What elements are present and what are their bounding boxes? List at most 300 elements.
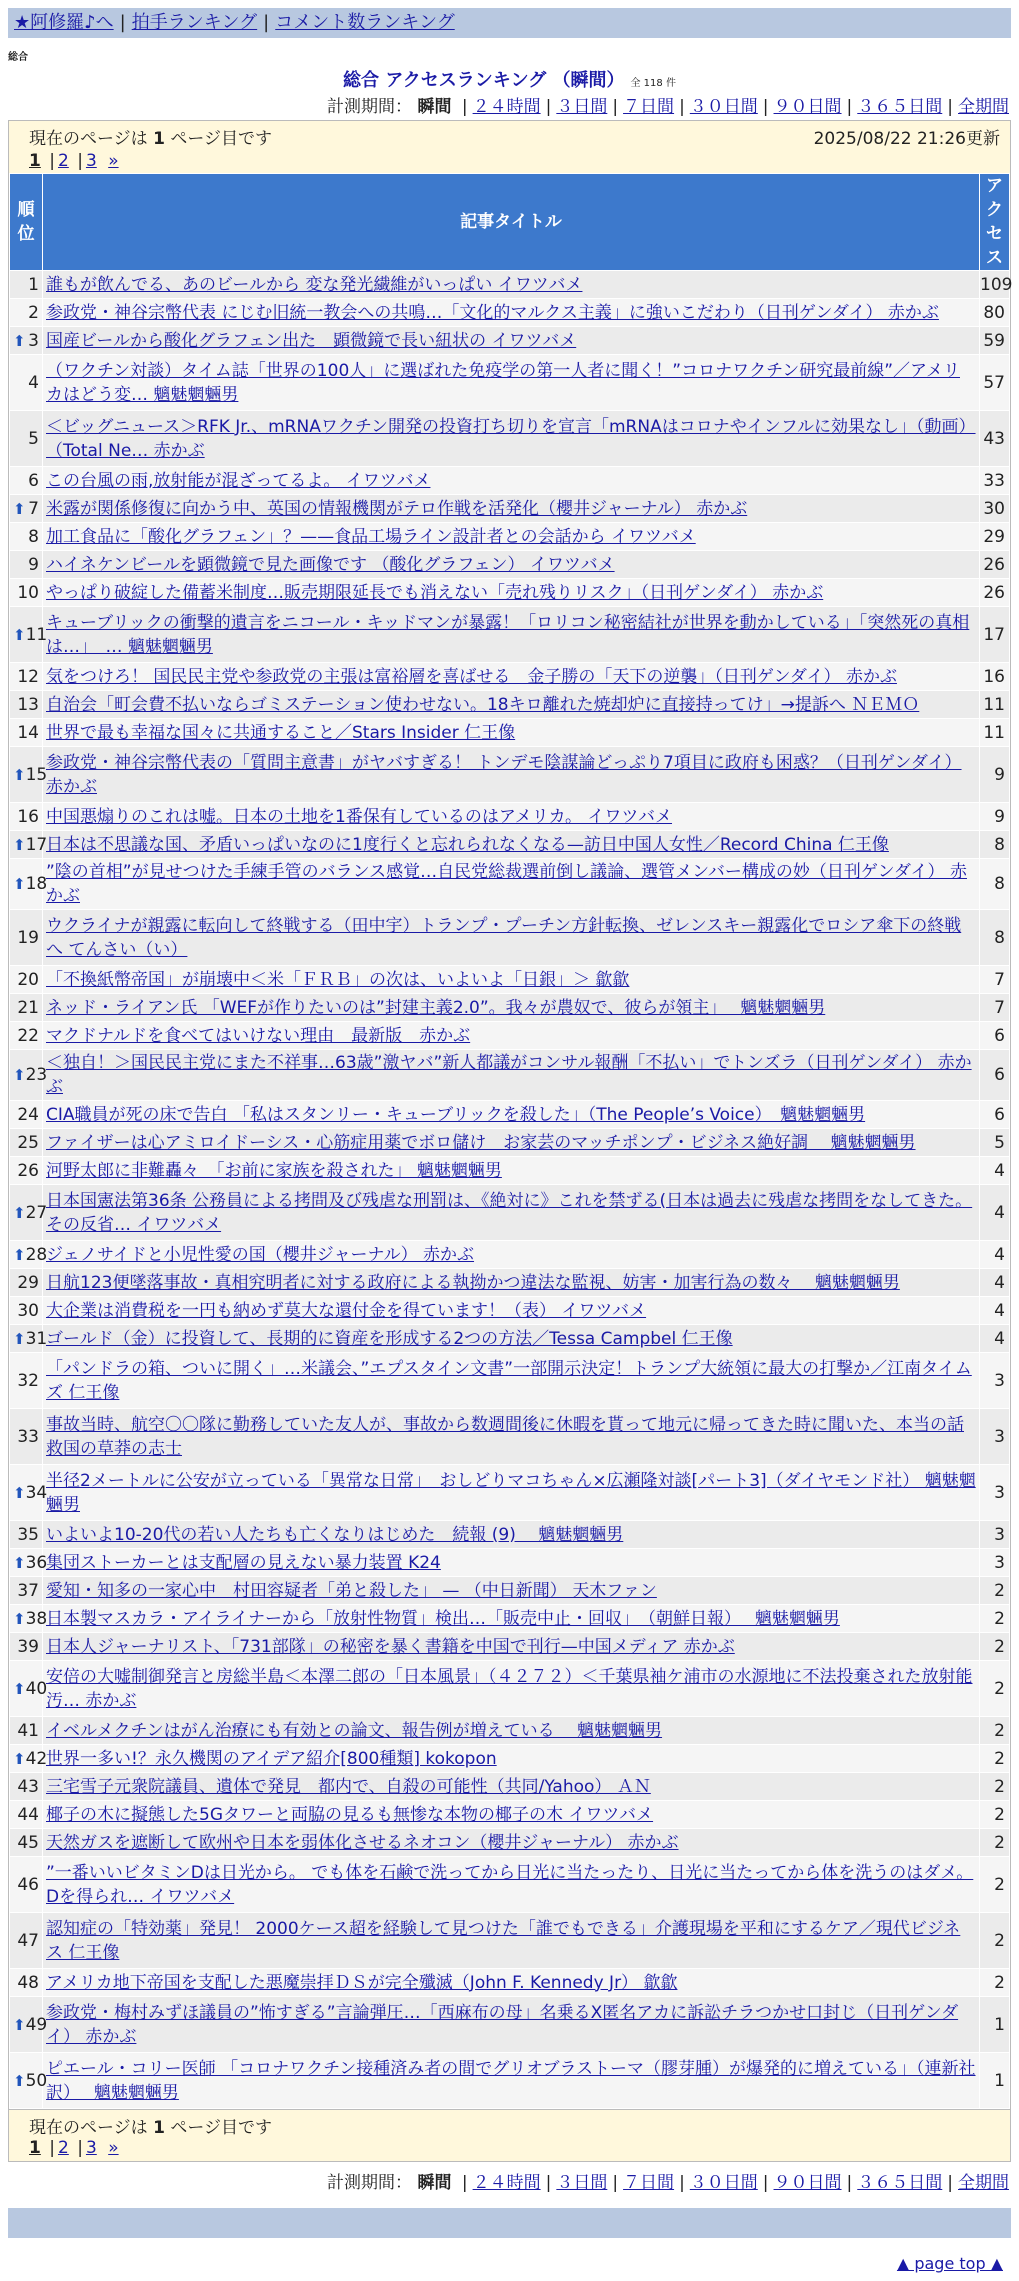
title-cell bbox=[43, 1521, 980, 1549]
period-link[interactable]: ２４時間 bbox=[472, 97, 541, 117]
table-row bbox=[10, 607, 1010, 663]
title-cell bbox=[43, 327, 980, 355]
title-cell bbox=[43, 1549, 980, 1577]
article-link[interactable]: 大企業は消費税を一円も納めず莫大な還付金を得ています！（表） イワツバメ bbox=[46, 1300, 647, 1321]
article-link[interactable]: ”陰の首相”が見せつけた手練手管のバランス感覚…自民党総裁選前倒し議論、選管メンバー構成の妙（日刊ゲンダイ） 赤かぶ bbox=[46, 862, 967, 906]
page-number: 1 bbox=[153, 2118, 165, 2138]
access-count: 4 bbox=[980, 1269, 1010, 1297]
period-separator: | bbox=[846, 97, 853, 117]
table-row bbox=[10, 1717, 1010, 1745]
article-link[interactable]: 日本人ジャーナリスト、「731部隊」の秘密を暴く書籍を中国で刊行—中国メディア 赤かぶ bbox=[46, 1636, 735, 1657]
access-count: 1 bbox=[980, 2053, 1010, 2109]
rank-cell bbox=[10, 355, 43, 411]
rank-number: 36 bbox=[25, 1552, 48, 1573]
table-row bbox=[10, 1129, 1010, 1157]
access-count: 2 bbox=[980, 1577, 1010, 1605]
rank-cell bbox=[10, 1829, 43, 1857]
title-cell bbox=[43, 1773, 980, 1801]
article-link[interactable]: CIA職員が死の床で告白 「私はスタンリー・キューブリックを殺した」（The People’s Voice） 魑魅魍魎男 bbox=[46, 1104, 866, 1125]
article-link[interactable]: 「不換紙幣帝国」が崩壊中＜米「ＦＲＢ」の次は、いよいよ「日銀」＞ 歙歙 bbox=[46, 969, 630, 990]
rank-cell bbox=[10, 1241, 48, 1269]
nav-separator: | bbox=[119, 12, 126, 33]
up-arrow-icon: ⬆ bbox=[13, 2071, 26, 2090]
article-link[interactable]: 自治会「町会費不払いならゴミステーション使わせない。18キロ離れた焼却炉に直接持ってけ」→提訴へ ＮＥＭＯ bbox=[46, 694, 920, 715]
access-count: 30 bbox=[980, 495, 1010, 523]
period-current: 瞬間 bbox=[417, 2173, 452, 2193]
page-suffix: ページ目です bbox=[170, 129, 272, 149]
access-count: 26 bbox=[980, 579, 1010, 607]
table-row bbox=[10, 1465, 1010, 1521]
up-arrow-icon: ⬆ bbox=[13, 2015, 26, 2034]
rank-number: 21 bbox=[17, 997, 39, 1018]
home-link[interactable]: ★阿修羅♪へ bbox=[14, 12, 114, 33]
clap-ranking-link[interactable]: 拍手ランキング bbox=[131, 12, 258, 33]
table-row bbox=[10, 1353, 1010, 1409]
title-cell bbox=[43, 1101, 980, 1129]
table-row bbox=[10, 1577, 1010, 1605]
article-link[interactable]: 三宅雪子元衆院議員、遺体で発見 都内で、自殺の可能性（共同/Yahoo） ＡＮ bbox=[46, 1776, 651, 1797]
title-cell bbox=[43, 994, 980, 1022]
ranking-table bbox=[9, 173, 1013, 2109]
access-count: 9 bbox=[980, 803, 1010, 831]
access-count: 80 bbox=[980, 299, 1010, 327]
article-link[interactable]: アメリカ地下帝国を支配した悪魔崇拝ＤＳが完全殲滅（John F. Kennedy Jr） 歙歙 bbox=[46, 1972, 678, 1993]
rank-cell bbox=[10, 1269, 43, 1297]
rank-number: 15 bbox=[25, 764, 48, 785]
rank-cell bbox=[10, 1101, 43, 1129]
title-cell bbox=[43, 1297, 980, 1325]
access-count: 4 bbox=[980, 1241, 1010, 1269]
rank-number: 25 bbox=[17, 1132, 39, 1153]
rank-cell bbox=[10, 1633, 43, 1661]
period-link[interactable]: ３０日間 bbox=[689, 2173, 758, 2193]
pager-page-2[interactable]: 2 bbox=[57, 151, 69, 171]
period-link[interactable]: 全期間 bbox=[958, 97, 1009, 117]
article-link[interactable]: ジェノサイドと小児性愛の国（櫻井ジャーナル） 赤かぶ bbox=[46, 1244, 475, 1265]
period-link[interactable]: ７日間 bbox=[623, 2173, 675, 2193]
period-separator: | bbox=[679, 97, 685, 117]
table-row bbox=[10, 327, 1010, 355]
access-count: 5 bbox=[980, 1129, 1010, 1157]
title-cell bbox=[43, 1633, 980, 1661]
table-row bbox=[10, 1549, 1010, 1577]
category-label: 総合 bbox=[8, 52, 28, 63]
table-row bbox=[10, 1050, 1010, 1101]
table-row bbox=[10, 579, 1010, 607]
table-row bbox=[10, 2053, 1010, 2109]
rank-number: 7 bbox=[28, 498, 39, 519]
access-count: 17 bbox=[980, 607, 1010, 663]
table-row bbox=[10, 1773, 1010, 1801]
period-link[interactable]: 全期間 bbox=[958, 2173, 1009, 2193]
article-link[interactable]: 愛知・知多の一家心中 村田容疑者「弟と殺した」 — （中日新聞） 天木ファン bbox=[46, 1580, 657, 1601]
rank-header: 順位 bbox=[10, 174, 43, 271]
article-link[interactable]: 国産ビールから酸化グラフェン出た 顕微鏡で長い紐状の イワツバメ bbox=[46, 330, 577, 351]
rank-number: 9 bbox=[28, 554, 39, 575]
table-row bbox=[10, 1857, 1010, 1913]
table-row bbox=[10, 1241, 1010, 1269]
table-row bbox=[10, 663, 1010, 691]
table-row bbox=[10, 1521, 1010, 1549]
table-row bbox=[10, 719, 1010, 747]
rank-cell bbox=[10, 1969, 43, 1997]
rank-number: 22 bbox=[17, 1025, 39, 1046]
title-cell bbox=[43, 719, 980, 747]
page-title bbox=[0, 66, 1019, 90]
access-count: 4 bbox=[980, 1325, 1010, 1353]
access-count: 26 bbox=[980, 551, 1010, 579]
article-link[interactable]: 米露が関係修復に向かう中、英国の情報機関がテロ作戦を活発化（櫻井ジャーナル） 赤かぶ bbox=[46, 498, 748, 519]
article-link[interactable]: 椰子の木に擬態した5Gタワーと両脇の見るも無惨な本物の椰子の木 イワツバメ bbox=[46, 1804, 654, 1825]
access-count: 7 bbox=[980, 966, 1010, 994]
table-row bbox=[10, 1745, 1010, 1773]
title-cell bbox=[43, 467, 980, 495]
up-arrow-icon: ⬆ bbox=[13, 1609, 26, 1628]
table-row bbox=[10, 1829, 1010, 1857]
article-link[interactable]: ”一番いいビタミンDは日光から。 でも体を石鹸で洗ってから日光に当たったり、日光に当たってから体を洗うのはダメ。Dを得られ… イワツバメ bbox=[46, 1862, 974, 1907]
access-count: 2 bbox=[980, 1633, 1010, 1661]
page-number: 1 bbox=[153, 129, 165, 149]
article-link[interactable]: ピエール・コリー医師 「コロナワクチン接種済み者の間でグリオブラストーマ（膠芽腫）が爆発的に増えている」（連新社訳） 魑魅魍魎男 bbox=[46, 2058, 976, 2103]
rank-number: 24 bbox=[17, 1104, 39, 1125]
article-link[interactable]: 事故当時、航空〇〇隊に勤務していた友人が、事故から数週間後に休暇を貰って地元に帰ってきた時に聞いた、本当の話 救国の草莽の志士 bbox=[46, 1414, 964, 1459]
table-row bbox=[10, 691, 1010, 719]
rank-cell bbox=[10, 495, 43, 523]
title-cell bbox=[43, 1050, 980, 1101]
article-link[interactable]: 日本国憲法第36条 公務員による拷問及び残虐な刑罰は、《絶対に》これを禁ずる(日本は過去に残虐な拷問をなしてきた。その反省… イワツバメ bbox=[46, 1190, 973, 1235]
up-arrow-icon: ⬆ bbox=[13, 875, 26, 893]
rank-cell bbox=[10, 327, 43, 355]
table-row bbox=[10, 803, 1010, 831]
access-count: 3 bbox=[980, 1409, 1010, 1465]
pager-page-3[interactable]: 3 bbox=[85, 151, 97, 171]
page-info-bottom bbox=[9, 2109, 1010, 2161]
table-row bbox=[10, 1101, 1010, 1129]
article-link[interactable]: この台風の雨,放射能が混ざってるよ。 イワツバメ bbox=[46, 470, 431, 491]
up-arrow-icon: ⬆ bbox=[13, 835, 26, 854]
access-count: 2 bbox=[980, 1745, 1010, 1773]
rank-number: 27 bbox=[25, 1202, 48, 1223]
up-arrow-icon: ⬆ bbox=[13, 1203, 26, 1222]
access-count: 7 bbox=[980, 994, 1010, 1022]
rank-number: 23 bbox=[25, 1065, 48, 1085]
rank-cell bbox=[10, 1129, 43, 1157]
rank-cell bbox=[10, 579, 43, 607]
title-cell bbox=[43, 299, 980, 327]
access-count: 6 bbox=[980, 1050, 1010, 1101]
access-count: 4 bbox=[980, 1157, 1010, 1185]
article-link[interactable]: 参政党・梅村みずほ議員の”怖すぎる”言論弾圧…「西麻布の母」名乗るX匿名アカに訴訟チラつかせ口封じ（日刊ゲンダイ） 赤かぶ bbox=[46, 2002, 959, 2047]
rank-cell bbox=[10, 299, 43, 327]
title-cell bbox=[43, 271, 980, 299]
page-top-link[interactable]: ▲ page top ▲ bbox=[896, 2254, 1003, 2273]
title-cell bbox=[43, 551, 980, 579]
rank-number: 3 bbox=[28, 330, 39, 351]
updated-timestamp: 2025/08/22 21:26更新 bbox=[813, 129, 1000, 149]
rank-cell bbox=[10, 803, 43, 831]
rank-number: 37 bbox=[17, 1580, 39, 1601]
rank-number: 29 bbox=[17, 1272, 39, 1293]
access-count: 8 bbox=[980, 910, 1010, 966]
rank-number: 30 bbox=[17, 1300, 39, 1321]
access-count: 2 bbox=[980, 1969, 1010, 1997]
up-arrow-icon: ⬆ bbox=[13, 331, 26, 350]
access-count: 6 bbox=[980, 1022, 1010, 1050]
article-link[interactable]: 日本は不思議な国、矛盾いっぱいなのに1度行くと忘れられなくなる—訪日中国人女性／Record China 仁王像 bbox=[46, 834, 889, 855]
period-separator: | bbox=[612, 97, 619, 117]
title-cell bbox=[43, 910, 980, 966]
table-row bbox=[10, 355, 1010, 411]
article-link[interactable]: 半径2メートルに公安が立っている「異常な日常」 おしどりマコちゃん×広瀬隆対談[パート3]（ダイヤモンド社） 魑魅魍魎男 bbox=[46, 1470, 976, 1515]
article-link[interactable]: 参政党・神谷宗幣代表の「質問主意書」がヤバすぎる！ トンデモ陰謀論どっぷり7項目に政府も困惑？（日刊ゲンダイ） 赤かぶ bbox=[46, 752, 962, 797]
rank-cell bbox=[10, 523, 43, 551]
article-link[interactable]: （ワクチン対談）タイム誌「世界の100人」に選ばれた免疫学の第一人者に聞く！”コロナワクチン研究最前線”／アメリカはどう変… 魑魅魍魎男 bbox=[46, 360, 960, 405]
rank-number: 26 bbox=[17, 1160, 39, 1181]
article-link[interactable]: ハイネケンビールを顕微鏡で見た画像です （酸化グラフェン） イワツバメ bbox=[46, 554, 615, 575]
rank-cell bbox=[10, 1050, 48, 1101]
rank-cell bbox=[10, 1157, 43, 1185]
rank-cell bbox=[10, 691, 43, 719]
rank-number: 11 bbox=[25, 624, 48, 645]
title-cell bbox=[43, 1577, 980, 1605]
pager-next[interactable]: » bbox=[108, 2138, 119, 2158]
rank-cell bbox=[10, 551, 43, 579]
rank-number: 5 bbox=[28, 428, 39, 449]
table-row bbox=[10, 1325, 1010, 1353]
title-cell bbox=[43, 1801, 980, 1829]
table-row bbox=[10, 523, 1010, 551]
access-count: 43 bbox=[980, 411, 1010, 467]
article-link[interactable]: 加工食品に「酸化グラフェン」？——食品工場ライン設計者との会話から イワツバメ bbox=[46, 526, 696, 547]
article-link[interactable]: ＜独自！＞国民民主党にまた不祥事…63歳”激ヤバ”新人都議がコンサル報酬「不払い」でトンズラ（日刊ゲンダイ） 赤かぶ bbox=[46, 1053, 972, 1097]
table-row bbox=[10, 495, 1010, 523]
article-link[interactable]: 世界一多い!？永久機関のアイデア紹介[800種類] kokopon bbox=[46, 1748, 497, 1769]
rank-number: 35 bbox=[17, 1524, 39, 1545]
article-link[interactable]: 認知症の「特効薬」発見！ 2000ケース超を経験して見つけた「誰でもできる」介護現場を平和にするケア／現代ビジネス 仁王像 bbox=[46, 1918, 961, 1963]
rank-number: 33 bbox=[17, 1426, 39, 1447]
pager-next[interactable]: » bbox=[108, 151, 119, 171]
title-cell bbox=[43, 523, 980, 551]
table-row bbox=[10, 299, 1010, 327]
table-row bbox=[10, 551, 1010, 579]
article-link[interactable]: ＜ビッグニュース＞RFK Jr.、mRNAワクチン開発の投資打ち切りを宣言「mRNAはコロナやインフルに効果なし」（動画）（Total Ne… 赤かぶ bbox=[46, 416, 976, 461]
article-link[interactable]: マクドナルドを食べてはいけない理由 最新版 赤かぶ bbox=[46, 1025, 471, 1046]
table-row bbox=[10, 1185, 1010, 1241]
pager-page-3[interactable]: 3 bbox=[85, 2138, 97, 2158]
title-cell bbox=[43, 747, 980, 803]
article-link[interactable]: 「パンドラの箱、ついに開く」…米議会、”エプスタイン文書”一部開示決定！トランプ大統領に最大の打撃か／江南タイムズ 仁王像 bbox=[46, 1358, 972, 1403]
access-count: 8 bbox=[980, 859, 1010, 910]
title-cell bbox=[43, 1465, 980, 1521]
title-cell bbox=[43, 1241, 980, 1269]
article-link[interactable]: 世界で最も幸福な国々に共通すること／Stars Insider 仁王像 bbox=[46, 722, 516, 743]
article-link[interactable]: 日本製マスカラ・アイライナーから「放射性物質」検出…「販売中止・回収」 （朝鮮日報） 魑魅魍魎男 bbox=[46, 1608, 840, 1629]
article-link[interactable]: いよいよ10-20代の若い人たちも亡くなりはじめた 続報 (9) 魑魅魍魎男 bbox=[46, 1524, 624, 1545]
title-cell bbox=[43, 1269, 980, 1297]
access-count: 2 bbox=[980, 1773, 1010, 1801]
access-count: 57 bbox=[980, 355, 1010, 411]
article-link[interactable]: 中国悪煽りのこれは嘘。日本の土地を1番保有しているのはアメリカ。 イワツバメ bbox=[46, 806, 673, 827]
pager-top: 1 | 2 | 3 » bbox=[29, 151, 119, 171]
title-cell bbox=[43, 1997, 980, 2053]
rank-cell bbox=[10, 994, 43, 1022]
article-link[interactable]: 日航123便墜落事故・真相究明者に対する政府による執拗かつ違法な監視、妨害・加害行為の数々 魑魅魍魎男 bbox=[46, 1272, 900, 1293]
comment-ranking-link[interactable]: コメント数ランキング bbox=[275, 12, 455, 33]
page-prefix: 現在のページは bbox=[29, 129, 148, 149]
table-row bbox=[10, 1605, 1010, 1633]
up-arrow-icon: ⬆ bbox=[13, 765, 26, 784]
rank-number: 34 bbox=[25, 1482, 48, 1503]
rank-number: 28 bbox=[25, 1244, 48, 1265]
period-link[interactable]: ３０日間 bbox=[689, 97, 758, 117]
access-count: 3 bbox=[980, 1521, 1010, 1549]
article-link[interactable]: 参政党・神谷宗幣代表 にじむ旧統一教会への共鳴…「文化的マルクス主義」に強いこだわり（日刊ゲンダイ） 赤かぶ bbox=[46, 302, 939, 323]
rank-cell bbox=[10, 2053, 48, 2109]
article-link[interactable]: キューブリックの衝撃的遺言をニコール・キッドマンが暴露！「ロリコン秘密結社が世界を動かしている」「突然死の真相は…」 … 魑魅魍魎男 bbox=[46, 612, 970, 657]
rank-number: 13 bbox=[17, 694, 39, 715]
table-row bbox=[10, 1801, 1010, 1829]
rank-number: 12 bbox=[17, 666, 39, 687]
article-link[interactable]: 集団ストーカーとは支配層の見えない暴力装置 K24 bbox=[46, 1552, 441, 1573]
article-link[interactable]: ネッド・ライアン氏 「WEFが作りたいのは”封建主義2.0”。我々が農奴で、彼らが領主」 魑魅魍魎男 bbox=[46, 997, 826, 1018]
rank-cell bbox=[10, 1913, 43, 1969]
rank-number: 6 bbox=[28, 470, 39, 491]
table-row bbox=[10, 994, 1010, 1022]
article-link[interactable]: 天然ガスを遮断して欧州や日本を弱体化させるネオコン（櫻井ジャーナル） 赤かぶ bbox=[46, 1832, 679, 1853]
article-link[interactable]: 河野太郎に非難轟々 「お前に家族を殺された」 魑魅魍魎男 bbox=[46, 1160, 502, 1181]
access-count: 8 bbox=[980, 831, 1010, 859]
access-count: 2 bbox=[980, 1605, 1010, 1633]
rank-number: 19 bbox=[17, 927, 39, 948]
rank-cell bbox=[10, 663, 43, 691]
rank-number: 41 bbox=[17, 1720, 39, 1741]
up-arrow-icon: ⬆ bbox=[13, 1066, 26, 1084]
rank-cell bbox=[10, 1465, 48, 1521]
access-count: 2 bbox=[980, 1829, 1010, 1857]
period-link[interactable]: ２４時間 bbox=[472, 2173, 541, 2193]
rank-cell bbox=[10, 1605, 48, 1633]
table-row bbox=[10, 1409, 1010, 1465]
rank-cell bbox=[10, 467, 43, 495]
article-link[interactable]: 気をつけろ！ 国民民主党や参政党の主張は富裕層を喜ばせる 金子勝の「天下の逆襲」（日刊ゲンダイ） 赤かぶ bbox=[46, 666, 897, 687]
title-cell bbox=[43, 355, 980, 411]
table-row bbox=[10, 1997, 1010, 2053]
rank-cell bbox=[10, 1577, 43, 1605]
period-link[interactable]: ３６５日間 bbox=[857, 2173, 943, 2193]
period-link[interactable]: ３日間 bbox=[556, 97, 608, 117]
article-link[interactable]: ファイザーは心アミロイドーシス・心筋症用薬でボロ儲け お家芸のマッチポンプ・ビジネス絶好調 魑魅魍魎男 bbox=[46, 1132, 916, 1153]
table-row bbox=[10, 1022, 1010, 1050]
article-link[interactable]: やっぱり破綻した備蓄米制度…販売期限延長でも消えない「売れ残りリスク」（日刊ゲンダイ） 赤かぶ bbox=[46, 582, 824, 603]
period-link[interactable]: ９０日間 bbox=[773, 2173, 842, 2193]
pager-page-2[interactable]: 2 bbox=[57, 2138, 69, 2158]
rank-number: 18 bbox=[25, 874, 48, 894]
table-row bbox=[10, 831, 1010, 859]
article-link[interactable]: ゴールド（金）に投資して、長期的に資産を形成する2つの方法／Tessa Campbel 仁王像 bbox=[46, 1328, 733, 1349]
up-arrow-icon: ⬆ bbox=[13, 1483, 26, 1502]
period-link[interactable]: ９０日間 bbox=[773, 97, 842, 117]
title-cell bbox=[43, 1022, 980, 1050]
rank-number: 4 bbox=[28, 372, 39, 393]
table-row bbox=[10, 1297, 1010, 1325]
page-prefix: 現在のページは bbox=[29, 2118, 148, 2138]
rank-number: 38 bbox=[25, 1608, 48, 1629]
period-link[interactable]: ７日間 bbox=[623, 97, 675, 117]
rank-cell bbox=[10, 1857, 43, 1913]
title-cell bbox=[43, 1829, 980, 1857]
rank-number: 14 bbox=[17, 722, 39, 743]
access-count: 2 bbox=[980, 1913, 1010, 1969]
table-row bbox=[10, 1969, 1010, 1997]
title-cell bbox=[43, 803, 980, 831]
rank-cell bbox=[10, 831, 48, 859]
rank-number: 16 bbox=[17, 806, 39, 827]
period-link[interactable]: ３日間 bbox=[556, 2173, 608, 2193]
rank-cell bbox=[10, 859, 48, 910]
ranking-box bbox=[8, 120, 1011, 2162]
rank-number: 47 bbox=[17, 1930, 39, 1951]
item-count: 全 118 件 bbox=[630, 78, 676, 89]
access-count: 16 bbox=[980, 663, 1010, 691]
access-count: 2 bbox=[980, 1857, 1010, 1913]
rank-number: 20 bbox=[17, 969, 39, 990]
rank-number: 49 bbox=[25, 2014, 48, 2035]
period-separator: | bbox=[545, 97, 552, 117]
rank-number: 42 bbox=[25, 1748, 48, 1769]
period-link[interactable]: ３６５日間 bbox=[857, 97, 943, 117]
period-separator: | bbox=[762, 2173, 769, 2193]
article-link[interactable]: 安倍の大嘘制御発言と房総半島＜本澤二郎の「日本風景」（４２７２）＜千葉県袖ケ浦市の水源地に不法投棄された放射能汚… 赤かぶ bbox=[46, 1666, 973, 1711]
access-count: 2 bbox=[980, 1717, 1010, 1745]
pager-current: 1 bbox=[29, 2138, 41, 2158]
rank-cell bbox=[10, 1773, 43, 1801]
rank-cell bbox=[10, 1185, 48, 1241]
access-count: 9 bbox=[980, 747, 1010, 803]
rank-cell bbox=[10, 1997, 48, 2053]
rank-number: 40 bbox=[25, 1678, 48, 1699]
access-header: アクセス bbox=[980, 174, 1010, 271]
article-link[interactable]: ウクライナが親露に転向して終戦する（田中宇）トランプ・プーチン方針転換、ゼレンスキー親露化でロシア傘下の終戦へ てんさい（い） bbox=[46, 915, 962, 960]
rank-cell bbox=[10, 1717, 43, 1745]
table-row bbox=[10, 747, 1010, 803]
access-count: 4 bbox=[980, 1297, 1010, 1325]
title-cell bbox=[43, 691, 980, 719]
rank-number: 43 bbox=[17, 1776, 39, 1797]
rank-cell bbox=[10, 1353, 43, 1409]
title-cell bbox=[43, 1325, 980, 1353]
article-link[interactable]: 誰もが飲んでる、あのビールから 変な発光繊維がいっぱい イワツバメ bbox=[46, 274, 583, 295]
table-row bbox=[10, 1661, 1010, 1717]
title-cell bbox=[43, 1969, 980, 1997]
title-cell bbox=[43, 411, 980, 467]
table-row bbox=[10, 859, 1010, 910]
rank-number: 48 bbox=[17, 1972, 39, 1993]
top-nav-bar bbox=[8, 8, 1011, 38]
rank-number: 44 bbox=[17, 1804, 39, 1825]
period-separator: | bbox=[612, 2173, 619, 2193]
rank-cell bbox=[10, 607, 48, 663]
pager-bottom: 1 | 2 | 3 » bbox=[29, 2138, 119, 2158]
rank-cell bbox=[10, 271, 43, 299]
rank-cell bbox=[10, 966, 43, 994]
access-count: 11 bbox=[980, 691, 1010, 719]
rank-cell bbox=[10, 1325, 48, 1353]
article-link[interactable]: イベルメクチンはがん治療にも有効との論文、報告例が増えている 魑魅魍魎男 bbox=[46, 1720, 663, 1741]
rank-cell bbox=[10, 1022, 43, 1050]
rank-cell bbox=[10, 411, 43, 467]
title-cell bbox=[43, 966, 980, 994]
access-count: 1 bbox=[980, 1997, 1010, 2053]
